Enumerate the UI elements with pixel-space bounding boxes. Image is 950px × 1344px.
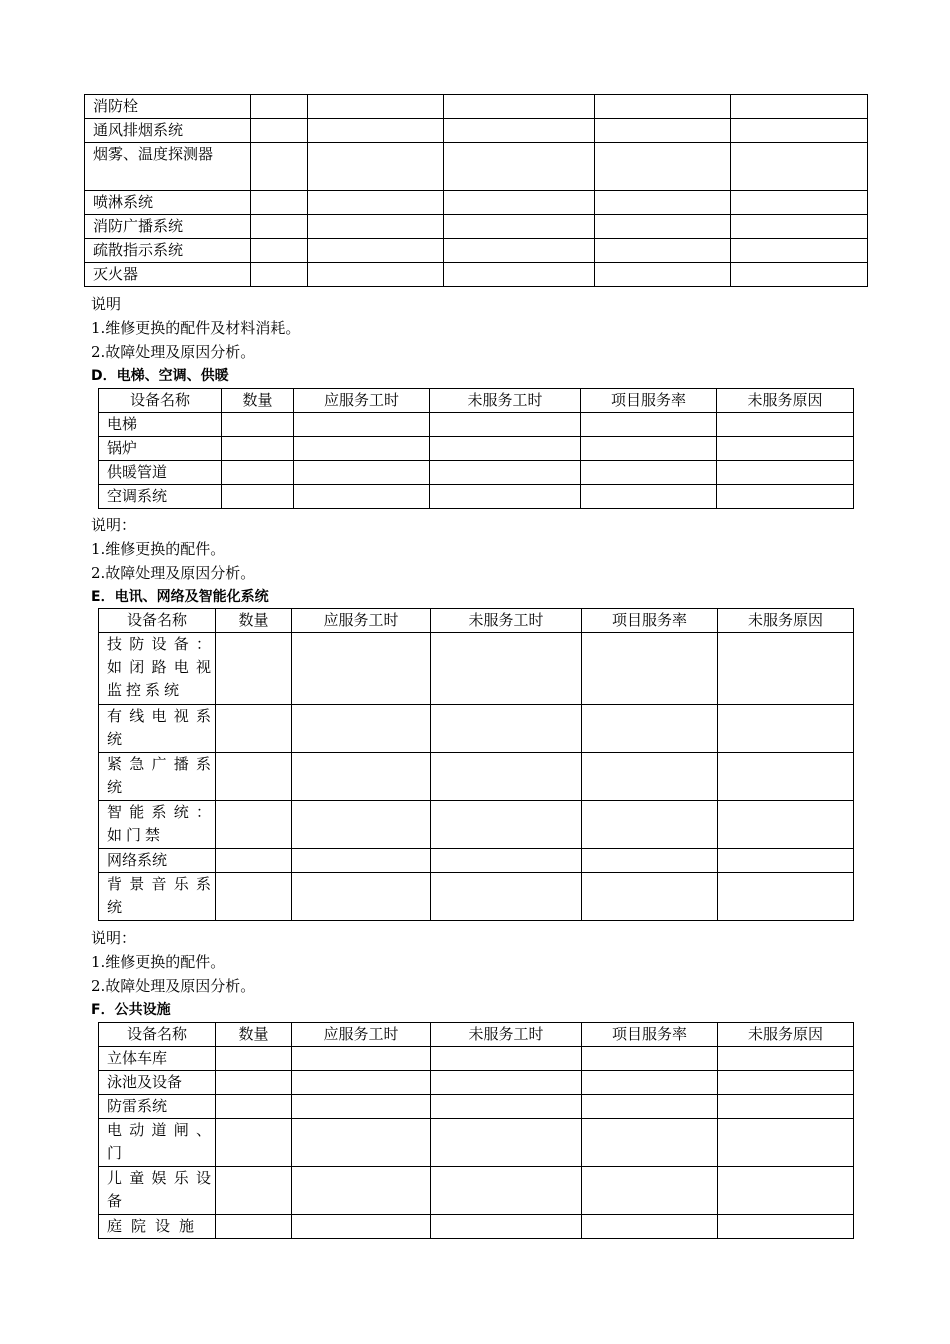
row-label: 空调系统 (99, 485, 222, 509)
column-header: 未服务原因 (718, 609, 854, 633)
table-header-row (99, 389, 854, 413)
note-title: 说明： (91, 516, 137, 534)
note-item: 1.维修更换的配件。 (91, 540, 226, 558)
row-label: 烟雾、温度探测器 (85, 143, 251, 191)
table-row (99, 1167, 854, 1215)
row-label: 喷淋系统 (85, 191, 251, 215)
table-row (99, 1047, 854, 1071)
column-header: 未服务原因 (717, 389, 854, 413)
table-row (85, 119, 868, 143)
section-heading: D．电梯、空调、供暖 (91, 368, 229, 384)
row-label: 立体车库 (99, 1047, 216, 1071)
column-header: 应服务工时 (292, 1023, 431, 1047)
column-header: 数量 (216, 1023, 292, 1047)
table-row (99, 461, 854, 485)
row-label: 供暖管道 (99, 461, 222, 485)
table-row (99, 1095, 854, 1119)
column-header: 项目服务率 (582, 609, 718, 633)
column-header: 设备名称 (99, 389, 222, 413)
table-row (99, 413, 854, 437)
table-row (85, 143, 868, 191)
table-header-row (99, 1023, 854, 1047)
column-header: 应服务工时 (294, 389, 430, 413)
table-row (85, 215, 868, 239)
row-label: 消防广播系统 (85, 215, 251, 239)
column-header: 应服务工时 (292, 609, 431, 633)
note-title: 说明： (91, 929, 137, 947)
note-item: 1.维修更换的配件及材料消耗。 (91, 319, 301, 337)
column-header: 数量 (222, 389, 294, 413)
section-heading: E．电讯、网络及智能化系统 (91, 589, 269, 605)
table-row (99, 753, 854, 801)
column-header: 设备名称 (99, 609, 216, 633)
row-label: 锅炉 (99, 437, 222, 461)
row-label: 庭院设施 (99, 1215, 216, 1239)
row-label: 电动道闸、门 (99, 1119, 216, 1167)
table-row (99, 1215, 854, 1239)
table-row (85, 95, 868, 119)
note-item: 2.故障处理及原因分析。 (91, 977, 256, 995)
row-label: 泳池及设备 (99, 1071, 216, 1095)
column-header: 未服务工时 (431, 609, 582, 633)
column-header: 未服务原因 (718, 1023, 854, 1047)
column-header: 未服务工时 (431, 1023, 582, 1047)
table-row (99, 1119, 854, 1167)
table-header-row (99, 609, 854, 633)
fire-equipment-table (84, 94, 868, 287)
table-row (99, 873, 854, 921)
row-label: 儿童娱乐设备 (99, 1167, 216, 1215)
row-label: 有线电视系统 (99, 705, 216, 753)
table-row (99, 485, 854, 509)
note-title: 说明 (91, 295, 122, 313)
table-row (85, 263, 868, 287)
public-facilities-table (98, 1022, 854, 1239)
row-label: 网络系统 (99, 849, 216, 873)
elevator-hvac-table (98, 388, 854, 509)
row-label: 消防栓 (85, 95, 251, 119)
row-label: 灭火器 (85, 263, 251, 287)
column-header: 项目服务率 (582, 1023, 718, 1047)
row-label: 智能系统：如门禁 (99, 801, 216, 849)
column-header: 设备名称 (99, 1023, 216, 1047)
table-row (99, 633, 854, 705)
row-label: 背景音乐系统 (99, 873, 216, 921)
table-row (85, 191, 868, 215)
table-row (99, 437, 854, 461)
note-item: 2.故障处理及原因分析。 (91, 564, 256, 582)
table-row (99, 849, 854, 873)
column-header: 未服务工时 (430, 389, 581, 413)
column-header: 数量 (216, 609, 292, 633)
row-label: 紧急广播系统 (99, 753, 216, 801)
table-row (85, 239, 868, 263)
row-label: 电梯 (99, 413, 222, 437)
row-label: 防雷系统 (99, 1095, 216, 1119)
table-row (99, 801, 854, 849)
telecom-network-table (98, 608, 854, 921)
table-row (99, 1071, 854, 1095)
note-item: 2.故障处理及原因分析。 (91, 343, 256, 361)
section-heading: F．公共设施 (91, 1002, 171, 1018)
row-label: 疏散指示系统 (85, 239, 251, 263)
table-row (99, 705, 854, 753)
note-item: 1.维修更换的配件。 (91, 953, 226, 971)
row-label: 通风排烟系统 (85, 119, 251, 143)
column-header: 项目服务率 (581, 389, 717, 413)
row-label: 技防设备：如闭路电视监控系统 (99, 633, 216, 705)
